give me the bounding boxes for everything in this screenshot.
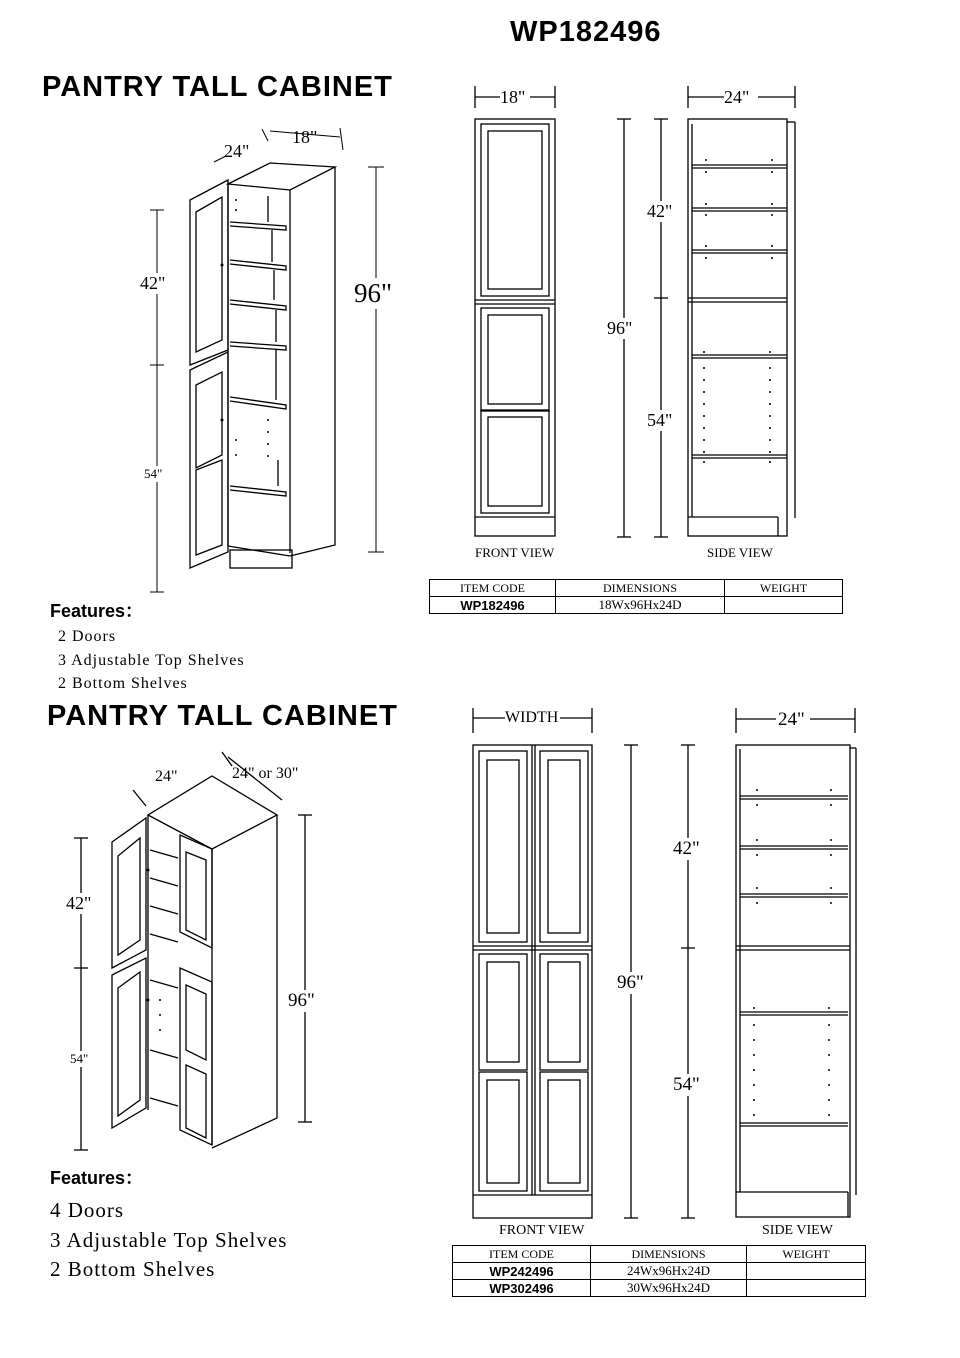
table-row xyxy=(430,597,843,614)
feature-item: 2 Bottom Shelves xyxy=(50,1257,216,1281)
table-header-row xyxy=(430,580,843,597)
section2-front-view-caption: FRONT VIEW xyxy=(499,1223,585,1238)
section2-side-depth-label: 24" xyxy=(778,709,805,730)
feature-item: 3 Adjustable Top Shelves xyxy=(58,651,245,669)
section2-front-lower-label: 54" xyxy=(673,1074,700,1095)
col-header-dimensions: DIMENSIONS xyxy=(556,580,725,597)
weight-cell xyxy=(747,1280,866,1297)
section2-iso-depth-label: 24" xyxy=(155,768,178,785)
weight-cell xyxy=(747,1263,866,1280)
item-code-cell: WP182496 xyxy=(430,597,556,614)
col-header-item-code: ITEM CODE xyxy=(430,580,556,597)
clipped-item-code-heading: WP182496 xyxy=(510,16,662,48)
section1-front-height-label: 96" xyxy=(607,318,633,338)
section1-front-view-caption: FRONT VIEW xyxy=(475,545,555,560)
section1-iso-upper-label: 42" xyxy=(140,273,166,293)
section2-iso-width-label: 24" or 30" xyxy=(232,765,299,782)
section1-front-lower-label: 54" xyxy=(647,410,673,430)
section1-features xyxy=(50,597,245,696)
item-code-cell: WP242496 xyxy=(453,1263,591,1280)
section1-side-view-caption: SIDE VIEW xyxy=(707,545,773,560)
section2-side-view-caption: SIDE VIEW xyxy=(762,1223,833,1238)
col-header-item-code: ITEM CODE xyxy=(453,1246,591,1263)
section1-front-width-label: 18" xyxy=(500,87,526,107)
table-row xyxy=(453,1280,866,1297)
section2-spec-table xyxy=(452,1245,866,1297)
section2-iso-upper-label: 42" xyxy=(66,893,92,913)
section2-iso-height-label: 96" xyxy=(288,990,315,1011)
features-heading: Features： xyxy=(50,601,144,621)
section1-iso-lower-label: 54" xyxy=(144,466,163,481)
col-header-weight: WEIGHT xyxy=(747,1246,866,1263)
table-header-row xyxy=(453,1246,866,1263)
section1-spec-table xyxy=(429,579,843,614)
section1-iso-height-label: 96" xyxy=(354,278,393,308)
feature-item: 3 Adjustable Top Shelves xyxy=(50,1227,288,1252)
section2-front-width-label: WIDTH xyxy=(505,709,559,726)
features-heading: Features： xyxy=(50,1168,144,1188)
dimensions-cell: 18Wx96Hx24D xyxy=(556,597,725,614)
dimensions-cell: 30Wx96Hx24D xyxy=(591,1280,747,1297)
section2-title: PANTRY TALL CABINET xyxy=(47,700,398,732)
dimensions-cell: 24Wx96Hx24D xyxy=(591,1263,747,1280)
section2-front-upper-label: 42" xyxy=(673,838,700,859)
section1-side-depth-label: 24" xyxy=(724,87,750,107)
col-header-weight: WEIGHT xyxy=(725,580,843,597)
section1-front-upper-label: 42" xyxy=(647,201,673,221)
item-code-cell: WP302496 xyxy=(453,1280,591,1297)
table-row xyxy=(453,1263,866,1280)
col-header-dimensions: DIMENSIONS xyxy=(591,1246,747,1263)
section1-title: PANTRY TALL CABINET xyxy=(42,71,393,103)
section2-features xyxy=(50,1164,287,1285)
section1-iso-depth-label: 24" xyxy=(224,141,250,161)
section1-iso-width-label: 18" xyxy=(292,127,318,147)
feature-item: 2 Bottom Shelves xyxy=(58,675,188,692)
weight-cell xyxy=(725,597,843,614)
section2-front-height-label: 96" xyxy=(617,972,644,993)
feature-item: 2 Doors xyxy=(58,628,117,645)
feature-item: 4 Doors xyxy=(50,1198,125,1222)
section2-iso-lower-label: 54" xyxy=(70,1051,89,1066)
